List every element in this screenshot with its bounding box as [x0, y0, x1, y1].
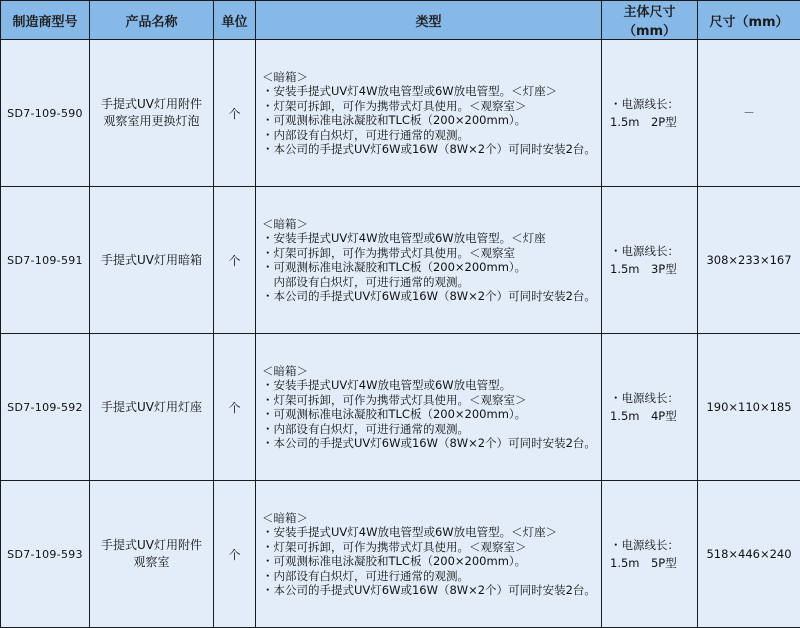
- type-line: ・内部设有白炽灯，可进行通常的观测。: [262, 128, 601, 143]
- type-line: ＜暗箱＞: [262, 364, 601, 379]
- type-line: 内部设有白炽灯，可进行通常的观测。: [262, 275, 601, 290]
- type-line: ＜暗箱＞: [262, 70, 601, 85]
- type-cell: [256, 481, 602, 628]
- type-line: ・安装手提式UV灯4W放电管型或6W放电管型。＜灯座＞: [262, 84, 601, 99]
- type-line: ・本公司的手提式UV灯6W或16W（8W×2个）可同时安装2台。: [262, 583, 601, 598]
- product-name-cell: [90, 481, 214, 628]
- type-line: ・安装手提式UV灯4W放电管型或6W放电管型。＜灯座＞: [262, 525, 601, 540]
- product-name-cell: [90, 40, 214, 187]
- body-size-line: ・电源线长：: [610, 242, 697, 260]
- body-size-line: ・电源线长：: [610, 95, 697, 113]
- type-line: ・可观测标准电泳凝胶和TLC板（200×200mm）。: [262, 554, 601, 569]
- body-size-cell: [602, 187, 698, 334]
- body-size-line: 1.5m 3P型: [610, 260, 697, 278]
- type-line: ・灯架可拆卸，可作为携带式灯具使用。＜观察室＞: [262, 540, 601, 555]
- size-cell: －: [698, 40, 800, 187]
- type-line: ＜暗箱＞: [262, 511, 601, 526]
- header-unit: 单位: [214, 1, 256, 40]
- product-name-cell: [90, 334, 214, 481]
- header-body-size: 主体尺寸（mm）: [602, 1, 698, 40]
- name-line: 手提式UV灯用附件: [94, 537, 209, 554]
- type-line: ・安装手提式UV灯4W放电管型或6W放电管型。: [262, 378, 601, 393]
- type-line: ・本公司的手提式UV灯6W或16W（8W×2个）可同时安装2台。: [262, 436, 601, 451]
- type-line: ・可观测标准电泳凝胶和TLC板（200×200mm）。: [262, 407, 601, 422]
- body-size-cell: [602, 40, 698, 187]
- header-model: 制造商型号: [1, 1, 90, 40]
- type-line: ・安装手提式UV灯4W放电管型或6W放电管型。＜灯座: [262, 231, 601, 246]
- type-line: ・内部设有白炽灯，可进行通常的观测。: [262, 569, 601, 584]
- model-cell: SD7-109-592: [1, 334, 90, 481]
- model-cell: SD7-109-590: [1, 40, 90, 187]
- type-line: ・本公司的手提式UV灯6W或16W（8W×2个）可同时安装2台。: [262, 289, 601, 304]
- body-size-line: ・电源线长：: [610, 536, 697, 554]
- body-size-line: ・电源线长：: [610, 389, 697, 407]
- type-line: ・灯架可拆卸，可作为携带式灯具使用。＜观察室＞: [262, 393, 601, 408]
- type-line: ・灯架可拆卸，可作为携带式灯具使用。＜观察室＞: [262, 99, 601, 114]
- body-size-cell: [602, 334, 698, 481]
- unit-cell: 个: [214, 187, 256, 334]
- unit-cell: 个: [214, 334, 256, 481]
- model-cell: SD7-109-593: [1, 481, 90, 628]
- table-row: [1, 40, 800, 187]
- unit-cell: 个: [214, 40, 256, 187]
- table-row: [1, 481, 800, 628]
- unit-cell: 个: [214, 481, 256, 628]
- name-line: 观察室: [94, 554, 209, 571]
- body-size-cell: [602, 481, 698, 628]
- table-row: [1, 334, 800, 481]
- type-line: ・本公司的手提式UV灯6W或16W（8W×2个）可同时安装2台。: [262, 142, 601, 157]
- table-row: [1, 187, 800, 334]
- size-cell: 190×110×185: [698, 334, 800, 481]
- name-line: 手提式UV灯用灯座: [94, 399, 209, 416]
- type-cell: [256, 334, 602, 481]
- header-row: [1, 1, 800, 40]
- type-line: ・灯架可拆卸，可作为携带式灯具使用。＜观察室: [262, 246, 601, 261]
- type-line: ・内部设有白炽灯，可进行通常的观测。: [262, 422, 601, 437]
- header-product-name: 产品名称: [90, 1, 214, 40]
- model-cell: SD7-109-591: [1, 187, 90, 334]
- size-cell: 308×233×167: [698, 187, 800, 334]
- name-line: 观察室用更换灯泡: [94, 113, 209, 130]
- type-cell: [256, 187, 602, 334]
- header-size: 尺寸（mm）: [698, 1, 800, 40]
- name-line: 手提式UV灯用附件: [94, 96, 209, 113]
- type-line: ・可观测标准电泳凝胶和TLC板（200×200mm）。: [262, 260, 601, 275]
- type-cell: [256, 40, 602, 187]
- size-cell: 518×446×240: [698, 481, 800, 628]
- type-line: ＜暗箱＞: [262, 217, 601, 232]
- header-type: 类型: [256, 1, 602, 40]
- body-size-line: 1.5m 4P型: [610, 407, 697, 425]
- product-name-cell: [90, 187, 214, 334]
- name-line: 手提式UV灯用暗箱: [94, 252, 209, 269]
- type-line: ・可观测标准电泳凝胶和TLC板（200×200mm）。: [262, 113, 601, 128]
- body-size-line: 1.5m 2P型: [610, 113, 697, 131]
- body-size-line: 1.5m 5P型: [610, 554, 697, 572]
